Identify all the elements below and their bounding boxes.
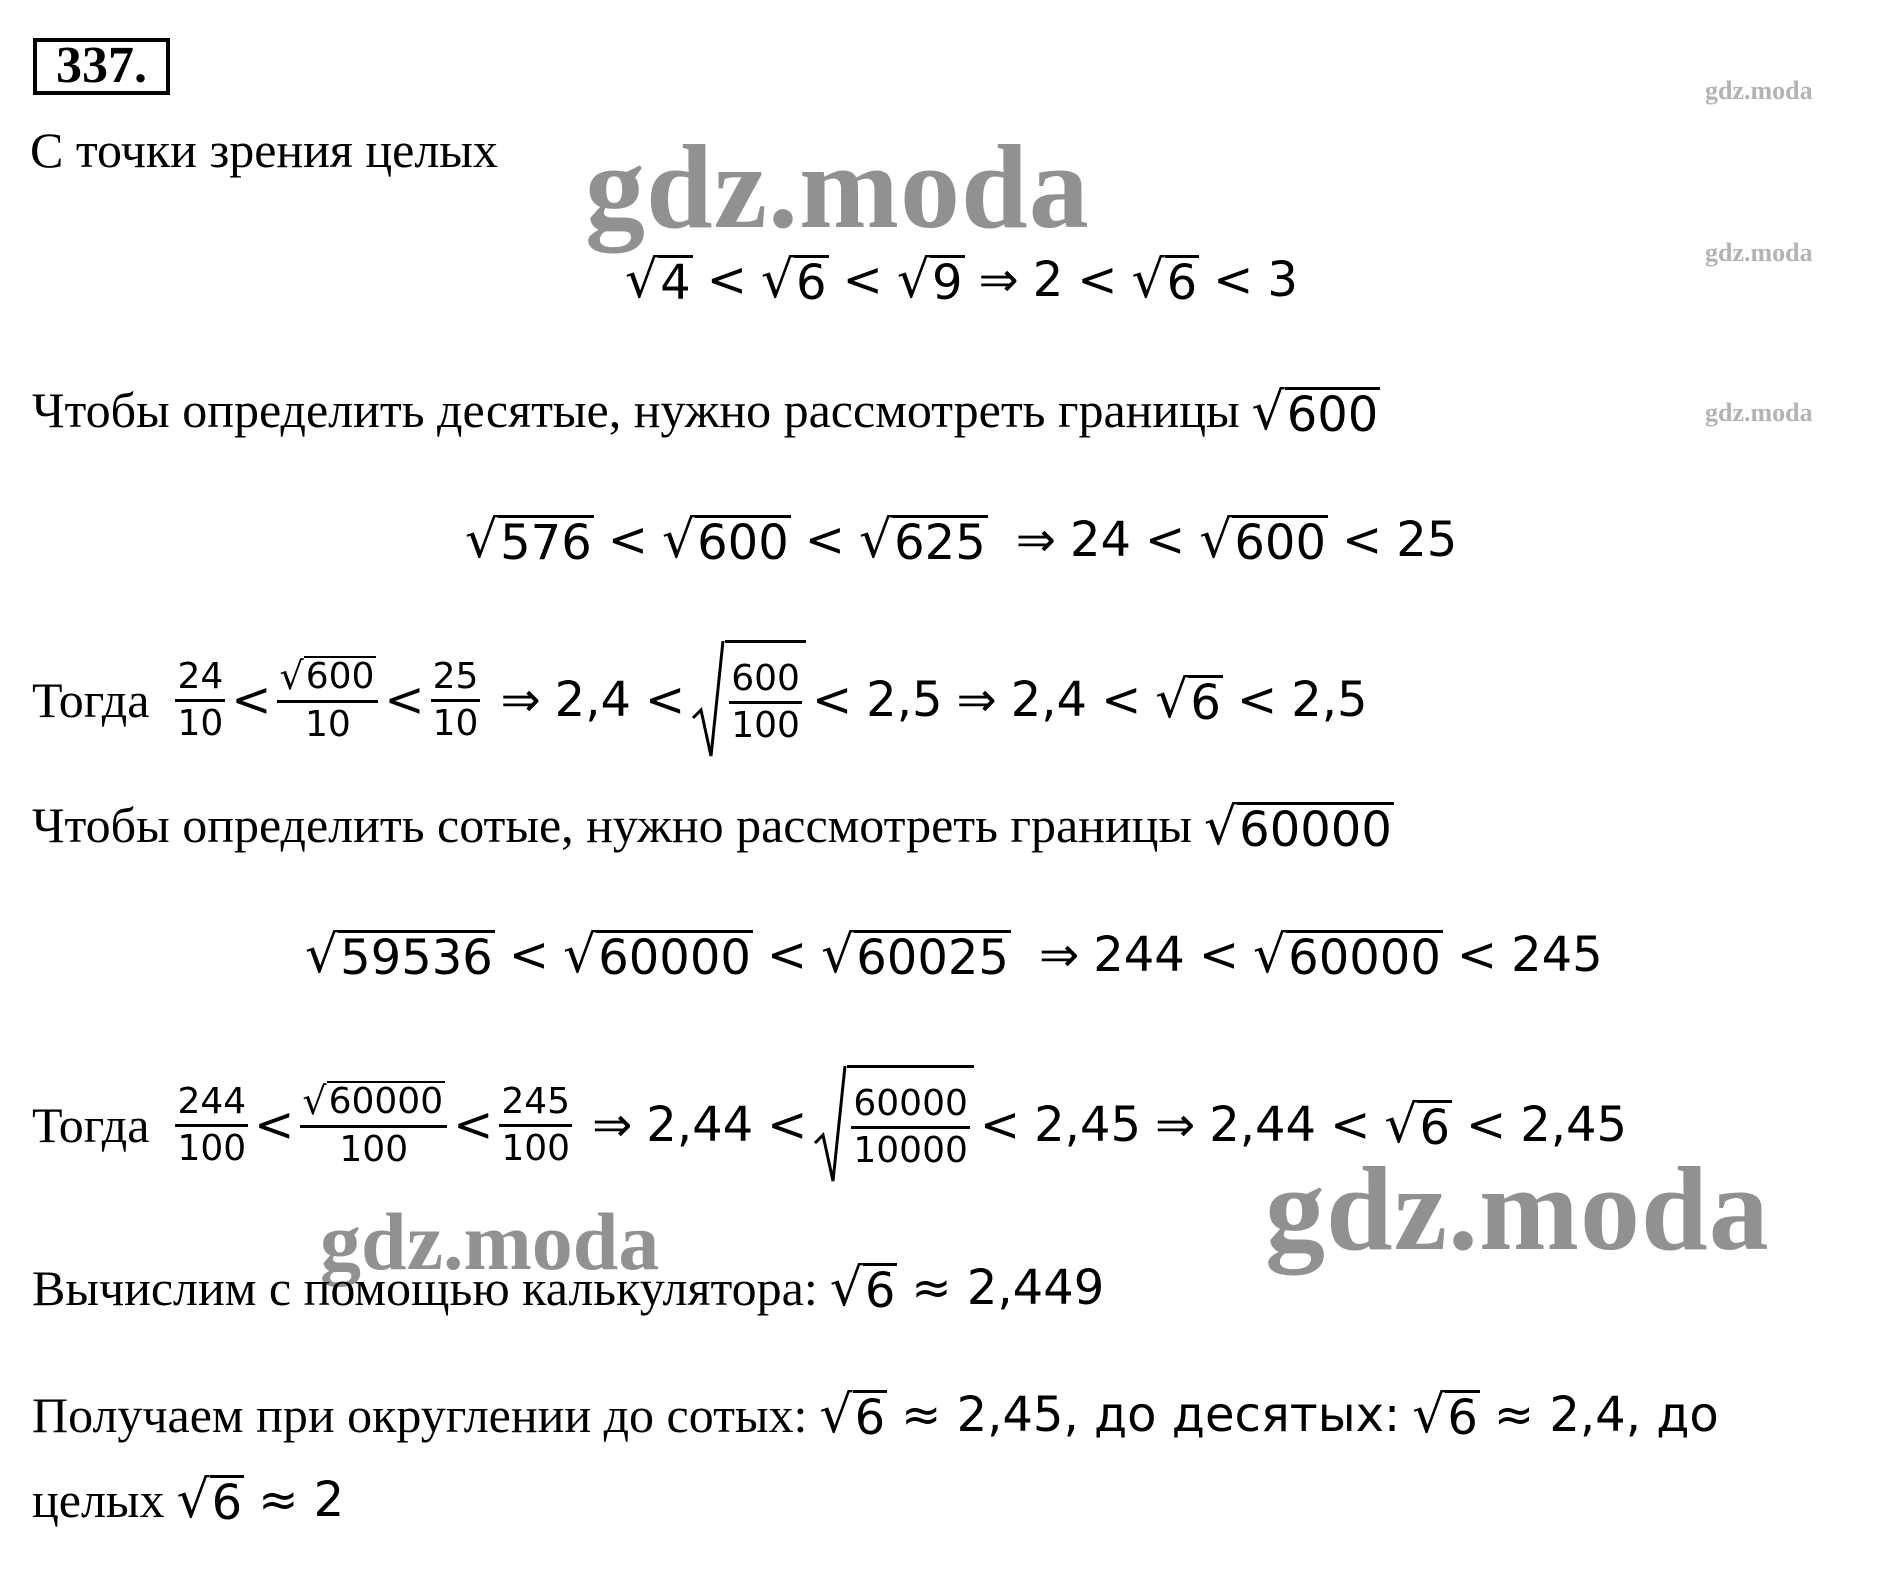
inequality-600: √ 576 < √ 600 < √ 625 ⇒ 24 < √ 600 < 25	[465, 510, 1458, 571]
hundredths-fraction-line: Тогда $\frac{244}{100}$ < √ 60000 100 < $\frac{245}{100}$ ⇒ 2,44 < $\frac{60000}{10000}$ < 2,45 ⇒ 2,44 < √ 6 < 2,45	[32, 1065, 1627, 1185]
task-number: 337.	[33, 38, 170, 95]
watermark-large: gdz.moda	[1265, 1142, 1770, 1275]
watermark-medium: gdz.moda	[320, 1196, 660, 1287]
watermark-small: gdz.moda	[1705, 398, 1813, 427]
inequality-integers: √ 4 < √ 6 < √ 9 ⇒ 2 < √ 6 < 3	[625, 250, 1298, 311]
sqrt: √ 4	[625, 250, 691, 311]
watermark-large: gdz.moda	[585, 120, 1090, 253]
tenths-text: Чтобы определить десятые, нужно рассмотреть границы	[32, 382, 1240, 438]
radical-sign	[813, 1065, 847, 1185]
hundredths-text: Чтобы определить сотые, нужно рассмотреть границы	[32, 797, 1193, 853]
calculator-line: Вычислим с помощью калькулятора: √ 6 ≈ 2,449	[32, 1258, 1105, 1319]
hundredths-text-line: Чтобы определить сотые, нужно рассмотреть границы √ 60000	[32, 797, 1392, 858]
tenths-fraction-line: Тогда $\frac{24}{10}$ < √ 600 10 < $\frac{25}{10}$ ⇒ 2,4 < $\frac{600}{100}$ < 2,5 ⇒ 2,4 < √ 6 < 2,5	[32, 640, 1368, 760]
radical-sign	[691, 640, 725, 760]
result-line-1: Получаем при округлении до сотых: √ 6 ≈ 2,45, до десятых: √ 6 ≈ 2,4, до	[32, 1385, 1719, 1446]
tenths-text-line: Чтобы определить десятые, нужно рассмотреть границы √ 600	[32, 382, 1379, 443]
inequality-60000: √ 59536 < √ 60000 < √ 60025 ⇒ 244 < √ 60000 < 245	[305, 925, 1603, 986]
watermark-small: gdz.moda	[1705, 238, 1813, 267]
watermark-small: gdz.moda	[1705, 76, 1813, 105]
result-line-2: целых √ 6 ≈ 2	[32, 1470, 345, 1531]
intro-text: С точки зрения целых	[30, 122, 498, 178]
